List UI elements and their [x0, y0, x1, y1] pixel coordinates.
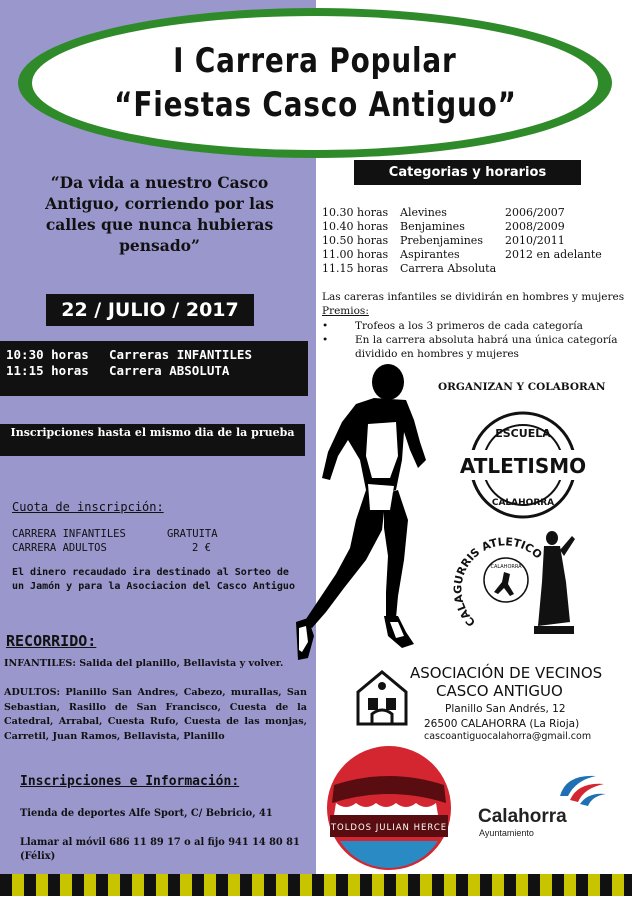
category-name: Benjamines: [400, 220, 465, 233]
route-title: RECORRIDO:: [6, 632, 97, 650]
fee-label: CARRERA INFANTILES: [12, 528, 126, 540]
split-note: Las careras infantiles se dividirán en hombres y mujeres: [322, 291, 625, 303]
bottom-stripe-border: [0, 874, 632, 896]
escuela-main-text: ATLETISMO: [459, 454, 587, 478]
calagurris-small-text: CALAHORRA: [490, 564, 522, 570]
bullet-icon: •: [322, 320, 329, 332]
title-line-2: “Fiestas Casco Antiguo”: [113, 85, 517, 125]
escuela-top-text: ESCUELA: [495, 427, 551, 440]
slogan-quote: “Da vida a nuestro Casco Antiguo, corriendo por las calles que nunca hubieras pensado”: [45, 173, 274, 255]
asociacion-house-icon: [354, 668, 410, 728]
categories-title: Categorias y horarios: [354, 160, 581, 185]
registration-deadline: Inscripciones hasta el mismo dia de la prueba: [0, 424, 305, 456]
title-banner: [32, 16, 598, 150]
schedule-event: Carreras INFANTILES: [109, 347, 252, 362]
prize-text: En la carrera absoluta habrá una única categoría dividido en hombres y mujeres: [355, 334, 618, 360]
schedule-event: Carrera ABSOLUTA: [109, 363, 230, 378]
category-years: 2010/2011: [505, 234, 565, 247]
asociacion-title: ASOCIACIÓN DE VECINOS: [410, 664, 603, 682]
fees-title: Cuota de inscripción:: [12, 500, 164, 514]
route-infantiles: INFANTILES: Salida del planillo, Bellavista y volver.: [4, 658, 284, 669]
asociacion-city: 26500 CALAHORRA (La Rioja): [424, 718, 580, 730]
asociacion-email: cascoantiguocalahorra@gmail.com: [424, 731, 592, 742]
schedule-row: [6, 347, 252, 362]
fee-row: [12, 528, 218, 540]
fee-value: GRATUITA: [167, 528, 218, 540]
fee-label: CARRERA ADULTOS: [12, 542, 107, 554]
fee-note: El dinero recaudado ira destinado al Sorteo de un Jamón y para la Asociacion del Casco Antiguo: [12, 567, 295, 592]
event-date: 22 / JULIO / 2017: [46, 294, 254, 326]
prize-text: Trofeos a los 3 primeros de cada categoría: [355, 320, 583, 332]
fee-row: [12, 542, 211, 554]
category-years: 2006/2007: [505, 206, 565, 219]
asociacion-address: Planillo San Andrés, 12: [445, 703, 566, 715]
escuela-bottom-text: CALAHORRA: [491, 498, 555, 508]
schedule-row: [6, 363, 229, 378]
asociacion-subtitle: CASCO ANTIGUO: [436, 682, 563, 700]
route-adultos: ADULTOS: Planillo San Andres, Cabezo, murallas, San Sebastian, Rasillo de San Francisco, Cuesta de la Catedral, Arrabal, Cuesta Rufo, Cuesta de las monjas, Carretil, Juan Ramos, Bellavista, Planillo: [4, 687, 307, 742]
title-line-1: I Carrera Popular: [173, 41, 457, 81]
category-years: 2008/2009: [505, 220, 565, 233]
category-name: Alevines: [400, 206, 447, 219]
toldos-julian-herce-logo: [326, 745, 452, 871]
schedule-time: 11:15 horas: [6, 363, 89, 378]
info-shop: Tienda de deportes Alfe Sport, C/ Bebricio, 41: [20, 808, 273, 819]
schedule-box: [0, 341, 308, 396]
category-years: 2012 en adelante: [505, 248, 602, 261]
organizers-title: ORGANIZAN Y COLABORAN: [438, 381, 606, 393]
bullet-icon: •: [322, 334, 329, 346]
info-phone: Llamar al móvil 686 11 89 17 o al fijo 941 14 80 81 (Félix): [20, 837, 300, 862]
category-time: 11.00 horas: [322, 248, 389, 261]
calagurris-logo: [448, 522, 578, 640]
category-time: 11.15 horas: [322, 262, 389, 275]
info-title: Inscripciones e Información:: [20, 774, 240, 789]
calahorra-name: Calahorra: [478, 806, 567, 827]
prizes-title: Premios:: [322, 305, 369, 317]
schedule-time: 10:30 horas: [6, 347, 89, 362]
calagurris-arc-text: CALAGURRIS ATLETICO: [451, 535, 545, 629]
toldos-text: TOLDOS JULIAN HERCE: [330, 823, 448, 833]
fee-value: 2 €: [192, 542, 211, 554]
calahorra-swoosh-icon: [556, 770, 608, 808]
bottom-margin: [0, 896, 632, 908]
category-time: 10.40 horas: [322, 220, 389, 233]
category-time: 10.50 horas: [322, 234, 389, 247]
runner-silhouette-icon: [286, 360, 436, 665]
category-time: 10.30 horas: [322, 206, 389, 219]
category-name: Prebenjamines: [400, 234, 483, 247]
calahorra-sub: Ayuntamiento: [479, 828, 534, 838]
category-name: Carrera Absoluta: [400, 262, 497, 275]
escuela-atletismo-logo: [456, 410, 590, 520]
category-name: Aspirantes: [400, 248, 460, 261]
